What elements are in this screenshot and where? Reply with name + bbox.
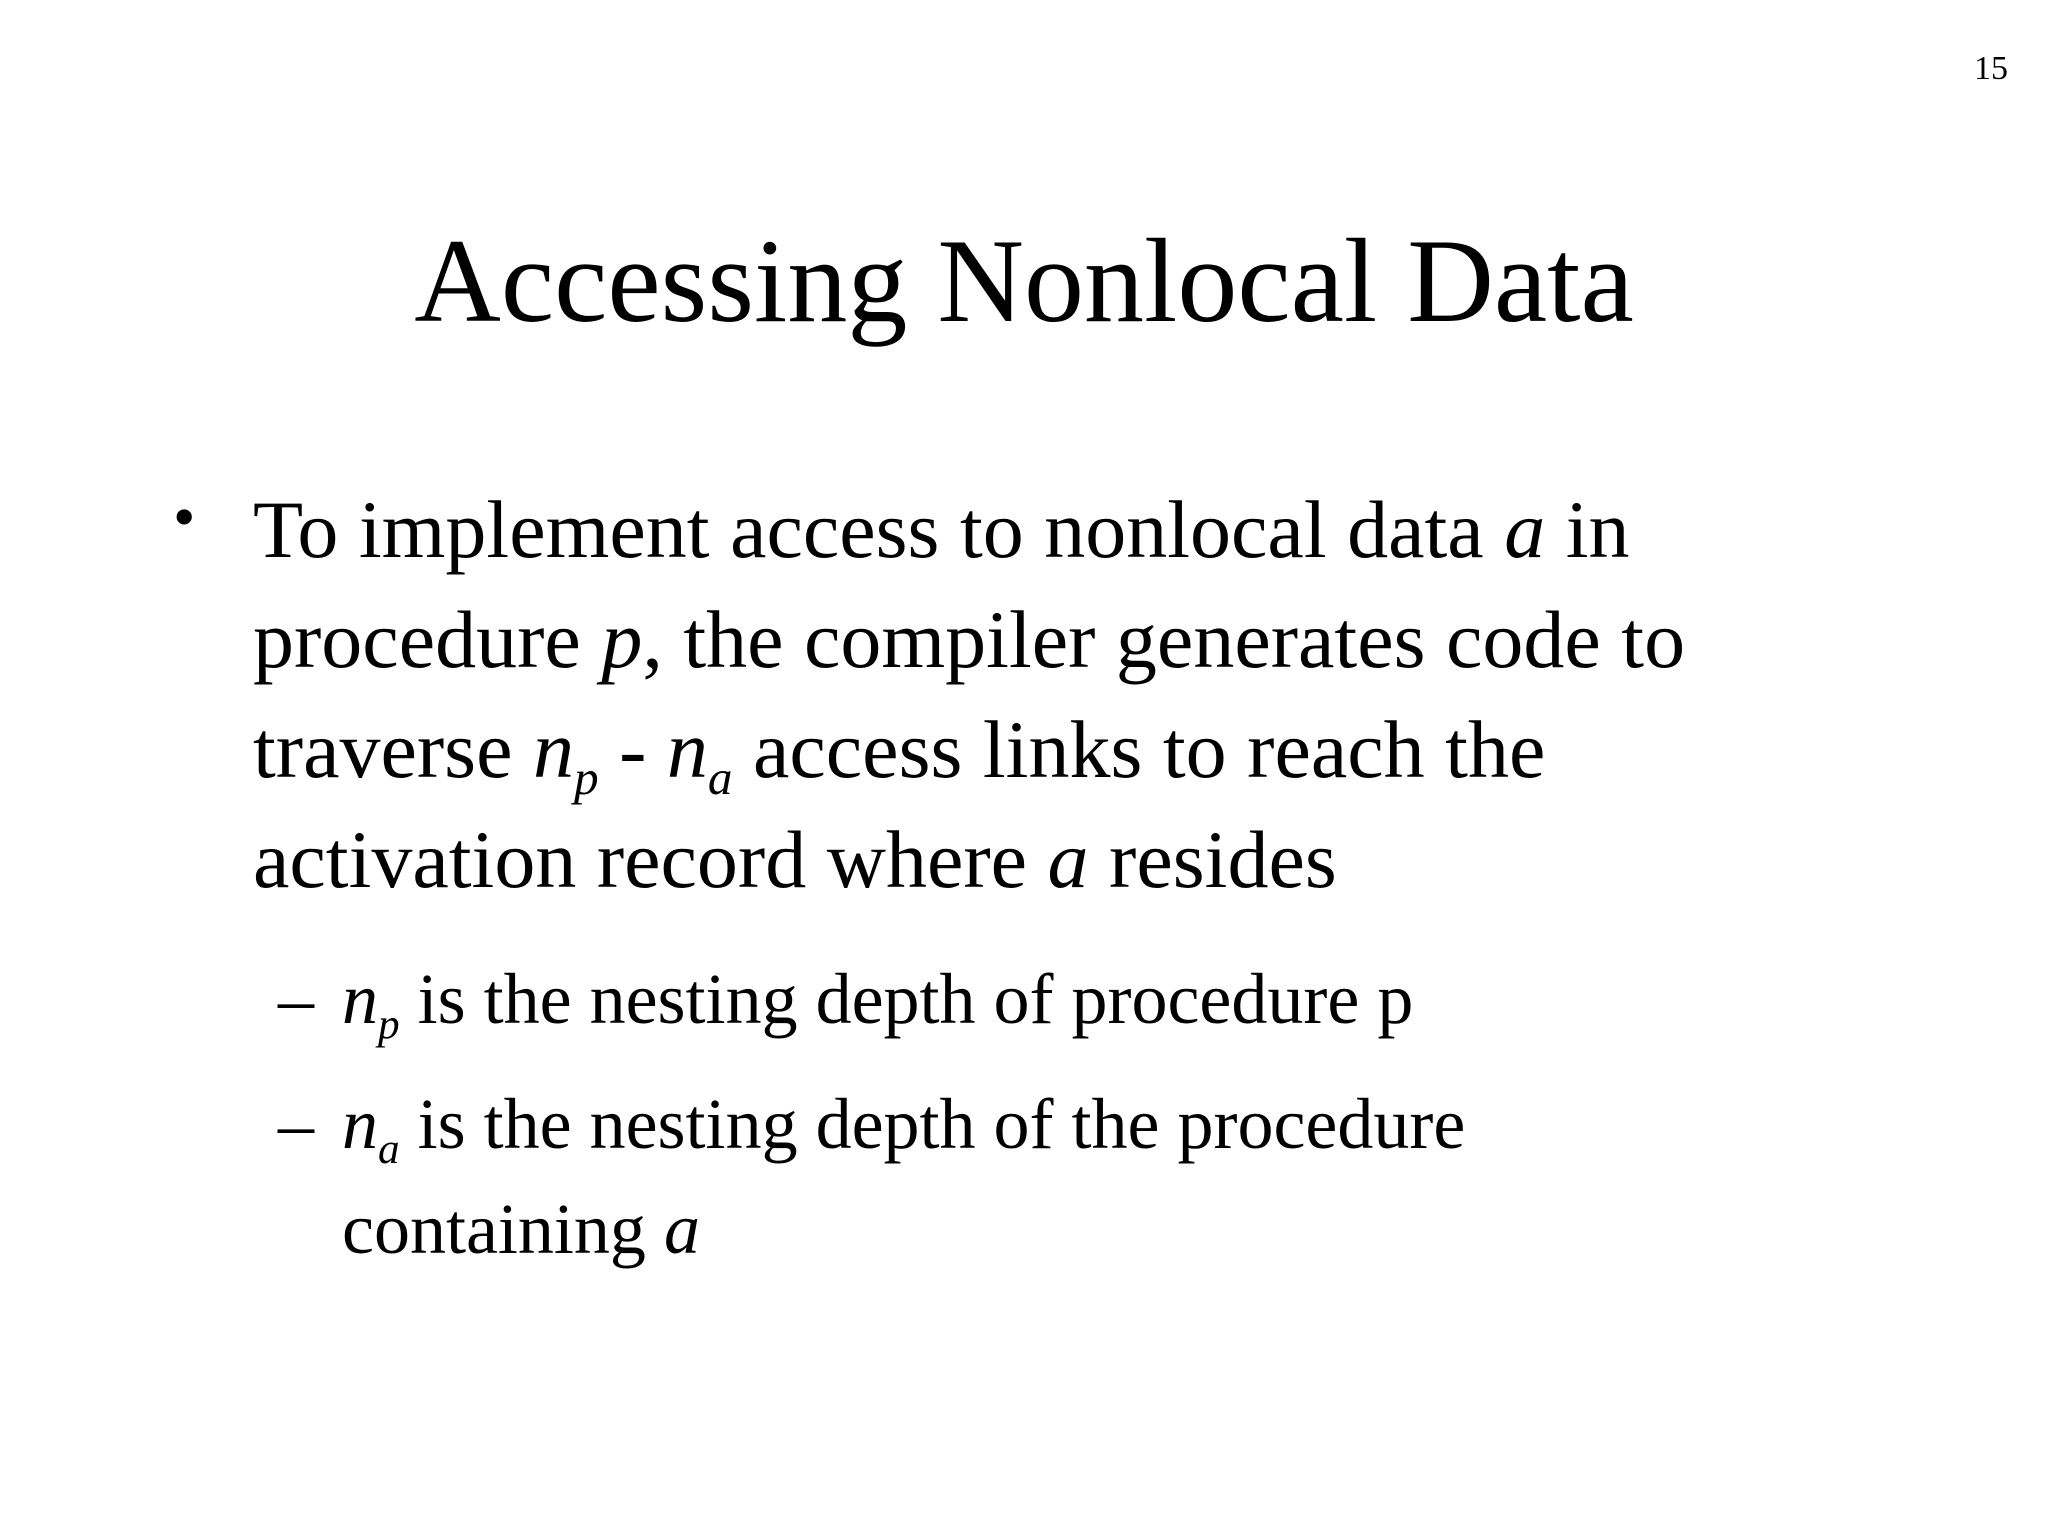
subbullet-1: $n_p$ is the nesting depth of procedure p — [342, 959, 1414, 1049]
page-number: 15 — [1974, 50, 2008, 87]
bullet-line-3: traverse $n_p - n_a$ access links to reach the — [253, 704, 1546, 806]
subbullet-dash-2: – — [278, 1084, 314, 1164]
bullet-text — [253, 475, 1973, 915]
bullet-line-2: procedure p, the compiler generates code to — [253, 594, 1686, 685]
slide-title: Accessing Nonlocal Data — [414, 214, 1634, 347]
bullet-line-4: activation record where a resides — [253, 814, 1337, 905]
bullet-line-1: To implement access to nonlocal data a in — [253, 484, 1630, 575]
bullet-icon: • — [173, 481, 196, 552]
subbullet-dash-1: – — [278, 959, 314, 1039]
subbullet-2: $n_a$ is the nesting depth of the procedure — [342, 1084, 1466, 1174]
subbullet-2-continuation: containing a — [342, 1189, 700, 1269]
